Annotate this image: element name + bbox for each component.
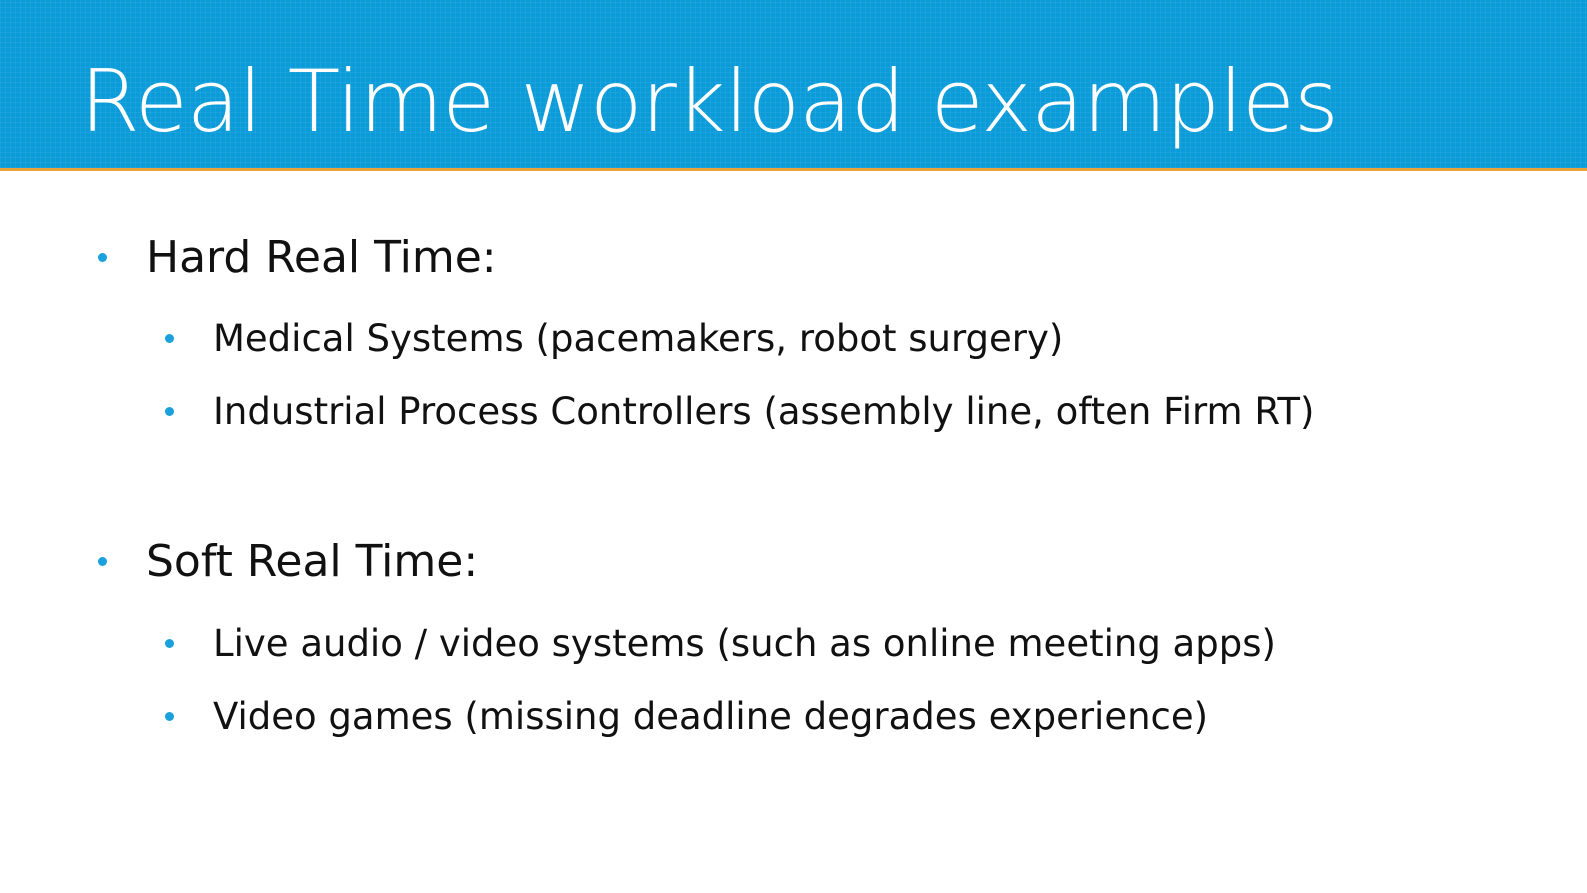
list-item: Medical Systems (pacemakers, robot surgery) [213,317,1064,360]
bullet-icon [165,334,174,343]
list-item: Video games (missing deadline degrades experience) [213,695,1209,738]
bullet-icon [165,639,174,648]
bullet-icon [98,557,107,566]
list-item: Industrial Process Controllers (assembly line, often Firm RT) [213,390,1315,433]
list-item: Live audio / video systems (such as online meeting apps) [213,622,1276,665]
bullet-icon [165,407,174,416]
section-heading-soft: Soft Real Time: [146,536,479,587]
bullet-icon [98,253,107,262]
bullet-icon [165,712,174,721]
section-heading-hard: Hard Real Time: [146,232,497,283]
slide-title: Real Time workload examples [80,52,1338,152]
